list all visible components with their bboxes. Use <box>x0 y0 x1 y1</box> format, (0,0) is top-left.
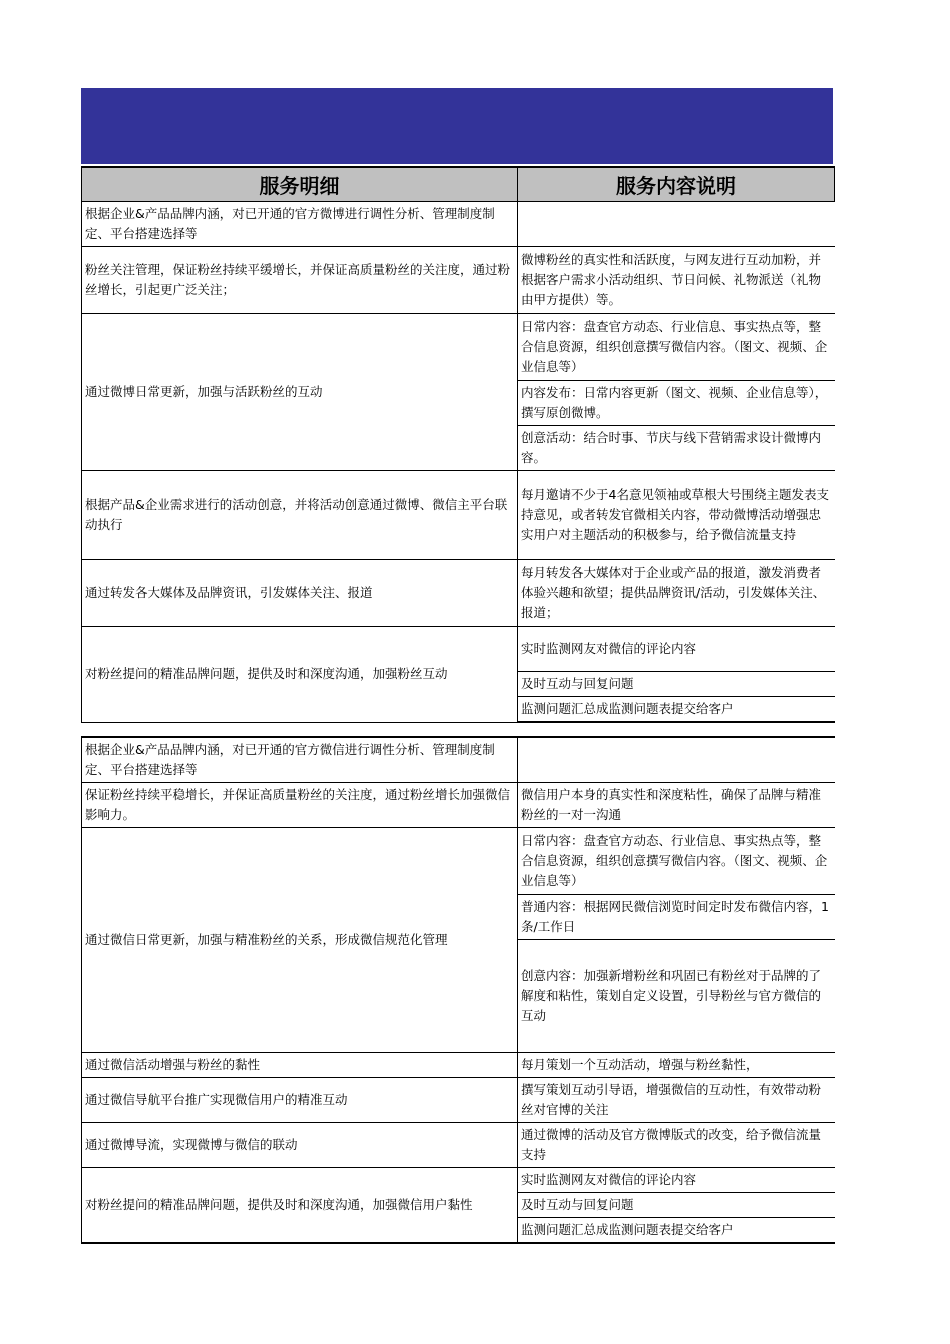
desc-cell: 微信用户本身的真实性和深度粘性，确保了品牌与精准粉丝的一对一沟通 <box>518 783 835 828</box>
detail-cell: 对粉丝提问的精准品牌问题，提供及时和深度沟通，加强粉丝互动 <box>82 627 518 723</box>
detail-cell: 通过转发各大媒体及品牌资讯，引发媒体关注、报道 <box>82 560 518 627</box>
table-row <box>82 783 835 828</box>
detail-cell: 根据企业&产品品牌内涵，对已开通的官方微信进行调性分析、管理制度制定、平台搭建选择等 <box>82 737 518 783</box>
header-row <box>82 167 835 202</box>
desc-cell: 日常内容：盘查官方动态、行业信息、事实热点等，整合信息资源，组织创意撰写微信内容。（图文、视频、企业信息等） <box>518 828 835 895</box>
desc-cell: 每月邀请不少于4名意见领袖或草根大号围绕主题发表支持意见，或者转发官微相关内容，带动微博活动增强忠实用户对主题活动的积极参与，给予微信流量支持 <box>518 471 835 560</box>
desc-cell: 创意内容：加强新增粉丝和巩固已有粉丝对于品牌的了解度和粘性，策划自定义设置，引导粉丝与官方微信的互动 <box>518 940 835 1053</box>
weixin-service-table <box>81 736 835 1244</box>
table-row <box>82 1078 835 1123</box>
desc-cell: 微博粉丝的真实性和活跃度，与网友进行互动加粉，并根据客户需求小活动组织、节日问候、礼物派送（礼物由甲方提供）等。 <box>518 247 835 314</box>
table-row <box>82 1123 835 1168</box>
detail-cell: 对粉丝提问的精准品牌问题，提供及时和深度沟通，加强微信用户黏性 <box>82 1168 518 1244</box>
detail-cell: 通过微信导航平台推广实现微信用户的精准互动 <box>82 1078 518 1123</box>
table-row <box>82 202 835 247</box>
weibo-service-table <box>81 166 835 723</box>
table-row <box>82 560 835 627</box>
detail-cell: 通过微信日常更新，加强与精准粉丝的关系，形成微信规范化管理 <box>82 828 518 1053</box>
desc-cell: 撰写策划互动引导语，增强微信的互动性，有效带动粉丝对官博的关注 <box>518 1078 835 1123</box>
header-service-description: 服务内容说明 <box>518 167 835 202</box>
table-row <box>82 737 835 783</box>
desc-cell: 实时监测网友对微信的评论内容 <box>518 1168 835 1193</box>
desc-cell <box>518 737 835 783</box>
detail-cell: 根据产品&企业需求进行的活动创意，并将活动创意通过微博、微信主平台联动执行 <box>82 471 518 560</box>
detail-cell: 通过微信活动增强与粉丝的黏性 <box>82 1053 518 1078</box>
detail-cell: 通过微博日常更新，加强与活跃粉丝的互动 <box>82 314 518 471</box>
header-service-detail: 服务明细 <box>82 167 518 202</box>
desc-cell: 创意活动：结合时事、节庆与线下营销需求设计微博内容。 <box>518 426 835 471</box>
desc-cell: 内容发布：日常内容更新（图文、视频、企业信息等），撰写原创微博。 <box>518 381 835 426</box>
table-row <box>82 1053 835 1078</box>
desc-cell: 日常内容：盘查官方动态、行业信息、事实热点等，整合信息资源，组织创意撰写微信内容。（图文、视频、企业信息等） <box>518 314 835 381</box>
table-row <box>82 314 835 381</box>
detail-cell: 通过微博导流，实现微博与微信的联动 <box>82 1123 518 1168</box>
desc-cell: 及时互动与回复问题 <box>518 1193 835 1218</box>
detail-cell: 根据企业&产品品牌内涵，对已开通的官方微博进行调性分析、管理制度制定、平台搭建选择等 <box>82 202 518 247</box>
desc-cell: 每月转发各大媒体对于企业或产品的报道，激发消费者体验兴趣和欲望；提供品牌资讯/活动，引发媒体关注、报道； <box>518 560 835 627</box>
desc-cell: 通过微博的活动及官方微博版式的改变，给予微信流量支持 <box>518 1123 835 1168</box>
table-row <box>82 828 835 895</box>
detail-cell: 保证粉丝持续平稳增长，并保证高质量粉丝的关注度，通过粉丝增长加强微信影响力。 <box>82 783 518 828</box>
desc-cell <box>518 202 835 247</box>
desc-cell: 实时监测网友对微信的评论内容 <box>518 627 835 672</box>
table-row <box>82 627 835 672</box>
desc-cell: 普通内容：根据网民微信浏览时间定时发布微信内容，1条/工作日 <box>518 895 835 940</box>
table-row <box>82 1168 835 1193</box>
table-row <box>82 471 835 560</box>
desc-cell: 监测问题汇总成监测问题表提交给客户 <box>518 697 835 723</box>
detail-cell: 粉丝关注管理，保证粉丝持续平缓增长，并保证高质量粉丝的关注度，通过粉丝增长，引起更广泛关注； <box>82 247 518 314</box>
desc-cell: 每月策划一个互动活动，增强与粉丝黏性， <box>518 1053 835 1078</box>
table-row <box>82 247 835 314</box>
desc-cell: 及时互动与回复问题 <box>518 672 835 697</box>
desc-cell: 监测问题汇总成监测问题表提交给客户 <box>518 1218 835 1244</box>
title-banner <box>81 88 833 164</box>
